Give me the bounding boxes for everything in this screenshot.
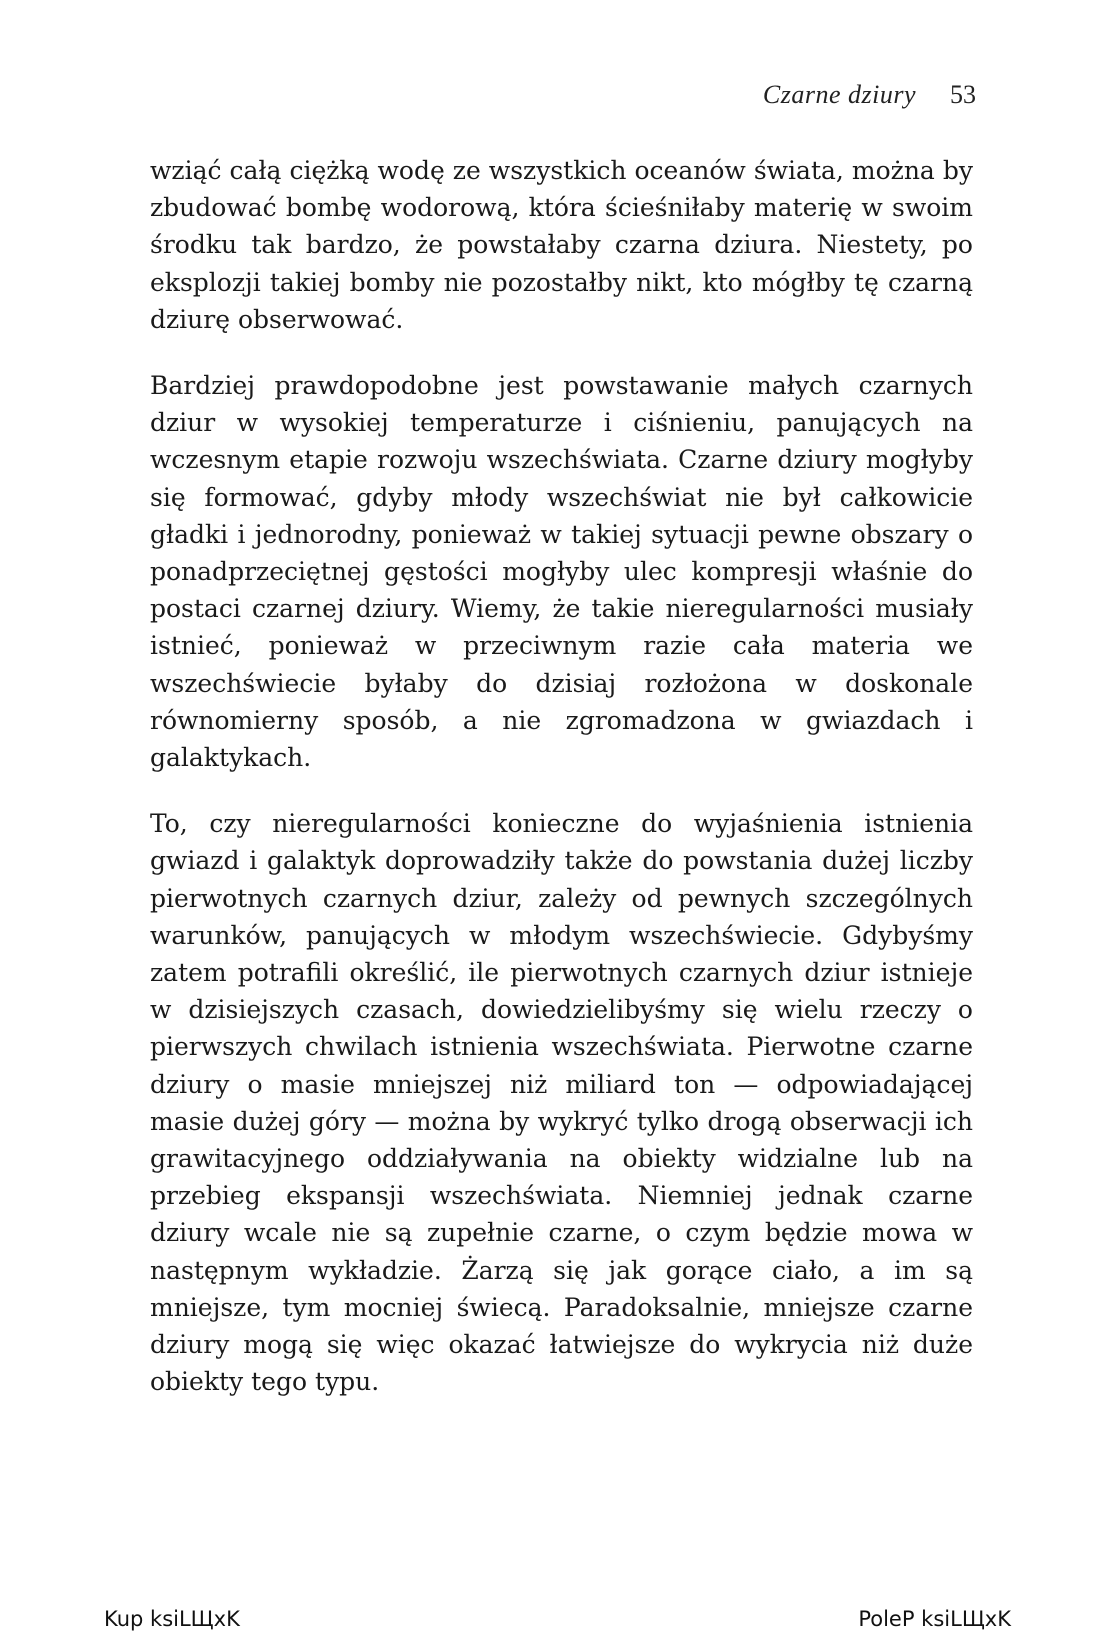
paragraph-2: Bardziej prawdopodobne jest powstawanie małych czarnych dziur w wysokiej temperaturze i ciśnieniu, panujących na wczesnym etapie rozwoju wszechświata. Czarne dziury mogłyby się formować, gdyby młody wszechświat nie był całkowicie gładki i jednorodny, ponieważ w takiej sytuacji pewne obszary o ponadprzeciętnej gęstości mogłyby ulec kompresji właśnie do postaci czarnej dziury. Wiemy, że takie nieregularności musiały istnieć, ponieważ w przeciwnym razie cała materia we wszechświecie byłaby do dzisiaj rozłożona w doskonale równomierny sposób, a nie zgromadzona w gwiazdach i galaktykach. (150, 371, 973, 773)
paragraph-3: To, czy nieregularności konieczne do wyjaśnienia istnienia gwiazd i galaktyk doprowadziły także do powstania dużej liczby pierwotnych czarnych dziur, zależy od pewnych szczególnych warunków, panujących w młodym wszechświecie. Gdybyśmy zatem potrafili określić, ile pierwotnych czarnych dziur istnieje w dzisiejszych czasach, dowiedzielibyśmy się wielu rzeczy o pierwszych chwilach istnienia wszechświata. Pierwotne czarne dziury o masie mniejszej niż miliard ton — odpowiadającej masie dużej góry — można by wykryć tylko drogą obserwacji ich grawitacyjnego oddziaływania na obiekty widzialne lub na przebieg ekspansji wszechświata. Niemniej jednak czarne dziury wcale nie są zupełnie czarne, o czym będzie mowa w następnym wykładzie. Żarzą się jak gorące ciało, a im są mniejsze, tym mocniej świecą. Paradoksalnie, mniejsze czarne dziury mogą się więc okazać łatwiejsze do wykrycia niż duże obiekty tego typu. (150, 809, 973, 1397)
running-head (763, 80, 976, 110)
buy-book-link[interactable]: Kup ksiLЩxK (104, 1607, 240, 1631)
paragraph-1: wziąć całą ciężką wodę ze wszystkich oceanów świata, można by zbudować bombę wodorową, która ścieśniłaby materię w swoim środku tak bardzo, że powstałaby czarna dziura. Niestety, po eksplozji takiej bomby nie pozostałby nikt, kto mógłby tę czarną dziurę obserwować. (150, 156, 973, 334)
page-number: 53 (950, 80, 976, 109)
chapter-title: Czarne dziury (762, 80, 916, 109)
recommend-book-link[interactable]: PoleP ksiLЩxK (858, 1607, 1011, 1631)
body-text (150, 152, 973, 1430)
